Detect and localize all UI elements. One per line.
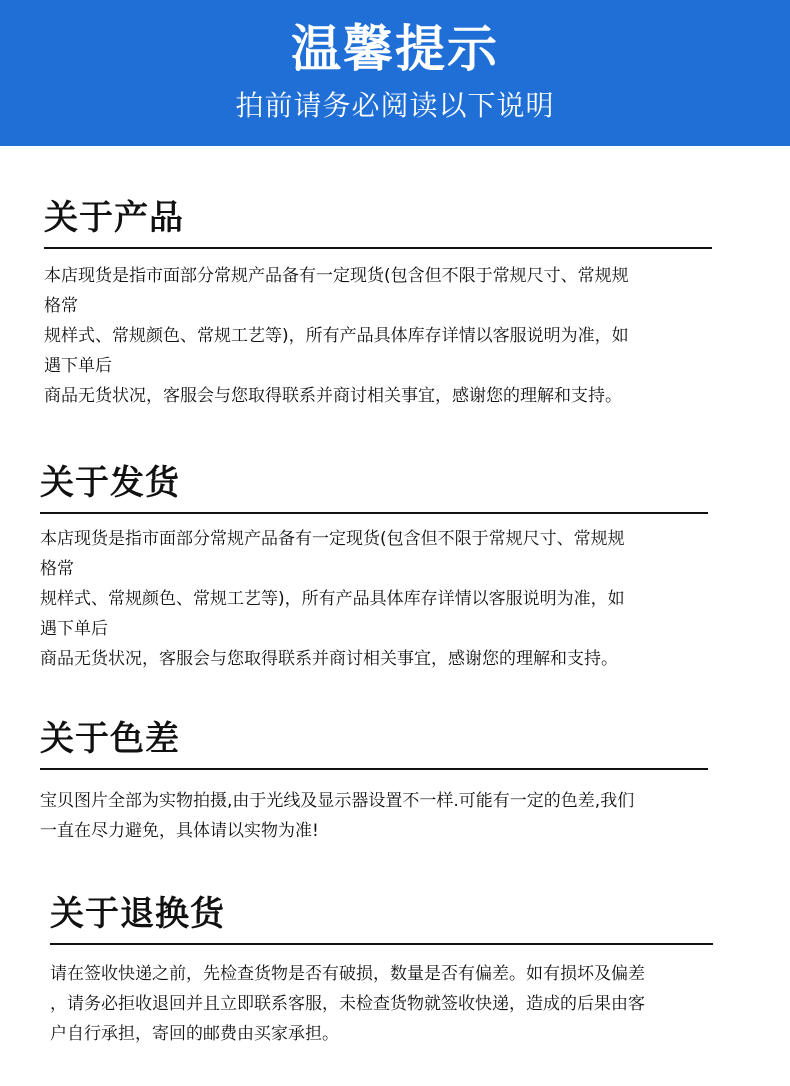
body-line: 宝贝图片全部为实物拍摄,由于光线及显示器设置不一样.可能有一定的色差,我们: [40, 791, 635, 811]
body-line: 规样式、常规颜色、常规工艺等)，所有产品具体库存详情以客服说明为准，如: [44, 326, 629, 346]
section-title: 关于发货: [40, 463, 180, 503]
section-body: [40, 524, 708, 674]
body-line: 本店现货是指市面部分常规产品备有一定现货(包含但不限于常规尺寸、常规规: [40, 529, 625, 549]
section-body: [50, 959, 713, 1049]
section-title: 关于退换货: [50, 894, 225, 934]
section-divider: [50, 943, 713, 945]
header-banner: [0, 0, 790, 146]
body-line: 规样式、常规颜色、常规工艺等)，所有产品具体库存详情以客服说明为准，如: [40, 589, 625, 609]
body-line: ，请务必拒收退回并且立即联系客服，未检查货物就签收快递，造成的后果由客: [50, 994, 645, 1014]
section-product: [44, 197, 712, 411]
body-line: 请在签收快递之前，先检查货物是否有破损，数量是否有偏差。如有损坏及偏差: [50, 964, 645, 984]
body-line: 商品无货状况，客服会与您取得联系并商讨相关事宜，感谢您的理解和支持。: [40, 649, 618, 669]
body-line: 遇下单后: [44, 356, 112, 376]
body-line: 本店现货是指市面部分常规产品备有一定现货(包含但不限于常规尺寸、常规规: [44, 266, 629, 286]
body-line: 遇下单后: [40, 619, 108, 639]
body-line: 格常: [44, 296, 78, 316]
section-body: [40, 786, 708, 846]
body-line: 一直在尽力避免，具体请以实物为准!: [40, 821, 319, 841]
section-color-difference: [40, 718, 708, 846]
body-line: 格常: [40, 559, 74, 579]
section-returns: [50, 893, 713, 1049]
section-title: 关于产品: [44, 198, 184, 238]
section-title: 关于色差: [40, 719, 180, 759]
body-line: 商品无货状况，客服会与您取得联系并商讨相关事宜，感谢您的理解和支持。: [44, 386, 622, 406]
section-divider: [40, 768, 708, 770]
section-shipping: [40, 462, 708, 674]
section-divider: [40, 512, 708, 514]
banner-subtitle: 拍前请务必阅读以下说明: [235, 89, 555, 122]
section-divider: [44, 247, 712, 249]
section-body: [44, 261, 712, 411]
body-line: 户自行承担，寄回的邮费由买家承担。: [50, 1024, 339, 1044]
banner-title: 温馨提示: [291, 20, 499, 78]
